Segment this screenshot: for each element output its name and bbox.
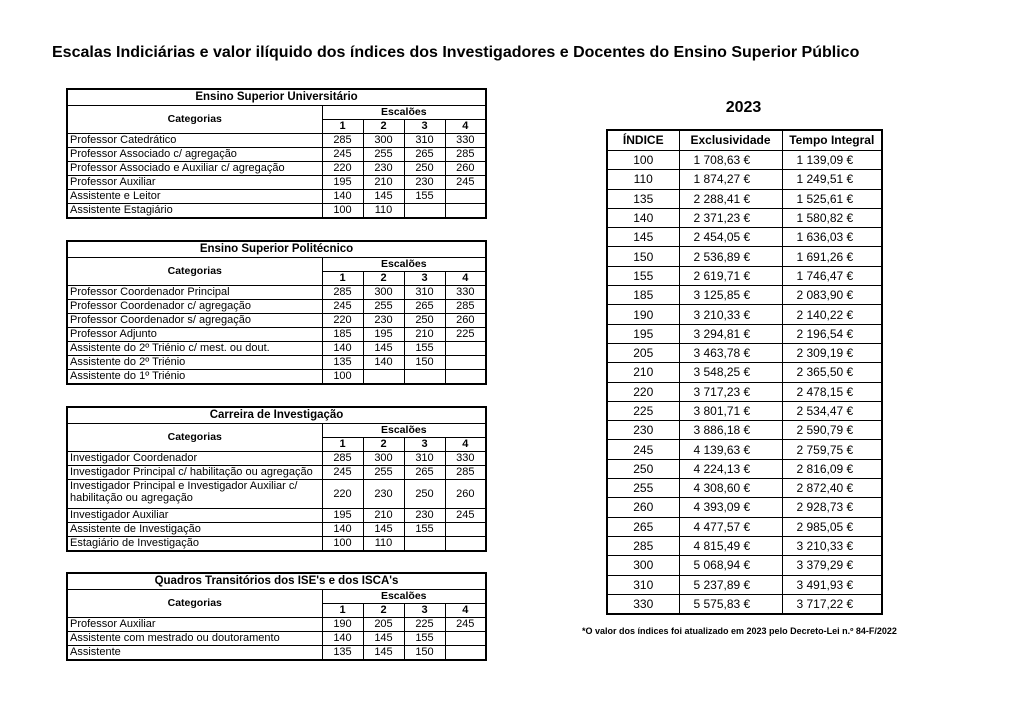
tempo-integral-cell: 3 210,33 € — [782, 536, 882, 555]
index-value-cell: 245 — [445, 618, 486, 632]
index-value-cell: 185 — [322, 328, 363, 342]
indice-cell: 150 — [607, 247, 679, 266]
tempo-integral-cell: 2 534,47 € — [782, 401, 882, 420]
exclusividade-cell: 3 548,25 € — [679, 363, 782, 382]
index-value-cell: 190 — [322, 618, 363, 632]
index-value-cell: 100 — [322, 537, 363, 552]
index-value-cell: 255 — [363, 300, 404, 314]
index-value-cell — [445, 370, 486, 385]
exclusividade-cell: 4 139,63 € — [679, 440, 782, 459]
indice-cell: 110 — [607, 170, 679, 189]
index-value-cell: 220 — [322, 314, 363, 328]
exclusividade-cell: 4 224,13 € — [679, 459, 782, 478]
index-value-cell — [445, 646, 486, 661]
index-value-cell: 150 — [404, 646, 445, 661]
category-name: Assistente Estagiário — [67, 204, 322, 219]
table-row — [607, 305, 882, 324]
index-value-cell: 155 — [404, 190, 445, 204]
index-value-cell — [445, 523, 486, 537]
escaloes-header: Escalões — [322, 424, 486, 438]
category-name: Professor Adjunto — [67, 328, 322, 342]
column-header-indice: ÍNDICE — [607, 130, 679, 151]
index-value-cell: 140 — [322, 190, 363, 204]
indice-cell: 140 — [607, 208, 679, 227]
table-row — [67, 370, 486, 385]
category-table-2 — [66, 406, 487, 552]
escalao-number-header: 4 — [445, 438, 486, 452]
tempo-integral-cell: 1 249,51 € — [782, 170, 882, 189]
tempo-integral-cell: 2 478,15 € — [782, 382, 882, 401]
escalao-number-header: 3 — [404, 120, 445, 134]
exclusividade-cell: 3 801,71 € — [679, 401, 782, 420]
table-row — [67, 134, 486, 148]
index-value-cell — [445, 632, 486, 646]
index-value-cell: 155 — [404, 342, 445, 356]
column-header-exclusividade: Exclusividade — [679, 130, 782, 151]
index-value-cell: 135 — [322, 646, 363, 661]
exclusividade-cell: 4 815,49 € — [679, 536, 782, 555]
exclusividade-cell: 2 619,71 € — [679, 266, 782, 285]
table-row — [67, 176, 486, 190]
section-title: Quadros Transitórios dos ISE's e dos ISCA's — [67, 573, 486, 590]
index-value-cell — [445, 190, 486, 204]
category-name: Assistente do 2º Triénio — [67, 356, 322, 370]
table-row — [607, 479, 882, 498]
index-value-cell: 265 — [404, 148, 445, 162]
escalao-number-header: 2 — [363, 604, 404, 618]
index-value-cell: 205 — [363, 618, 404, 632]
table-row — [607, 363, 882, 382]
tempo-integral-cell: 2 083,90 € — [782, 286, 882, 305]
index-value-cell: 145 — [363, 342, 404, 356]
indice-cell: 100 — [607, 151, 679, 170]
exclusividade-cell: 3 294,81 € — [679, 324, 782, 343]
index-value-cell: 330 — [445, 286, 486, 300]
category-name: Professor Associado e Auxiliar c/ agregação — [67, 162, 322, 176]
index-value-cell: 145 — [363, 646, 404, 661]
indice-cell: 135 — [607, 189, 679, 208]
index-value-cell: 330 — [445, 134, 486, 148]
category-table-3 — [66, 572, 487, 661]
category-name: Professor Auxiliar — [67, 176, 322, 190]
index-value-cell: 310 — [404, 452, 445, 466]
table-row — [607, 170, 882, 189]
table-row — [607, 266, 882, 285]
tempo-integral-cell: 3 717,22 € — [782, 594, 882, 614]
tempo-integral-cell: 2 365,50 € — [782, 363, 882, 382]
index-value-cell: 230 — [404, 509, 445, 523]
index-value-cell: 155 — [404, 632, 445, 646]
table-row — [67, 646, 486, 661]
tempo-integral-cell: 3 379,29 € — [782, 556, 882, 575]
index-value-cell — [445, 537, 486, 552]
table-row — [67, 356, 486, 370]
table-row — [67, 300, 486, 314]
indice-cell: 205 — [607, 343, 679, 362]
index-value-cell: 260 — [445, 314, 486, 328]
table-row — [607, 208, 882, 227]
table-row — [67, 286, 486, 300]
index-value-cell — [445, 342, 486, 356]
index-value-cell: 230 — [363, 314, 404, 328]
exclusividade-cell: 1 874,27 € — [679, 170, 782, 189]
index-value-cell: 135 — [322, 356, 363, 370]
category-name: Investigador Coordenador — [67, 452, 322, 466]
table-row — [67, 314, 486, 328]
category-table-0 — [66, 88, 487, 219]
table-row — [607, 324, 882, 343]
exclusividade-cell: 3 717,23 € — [679, 382, 782, 401]
index-value-cell — [404, 204, 445, 219]
page-title: Escalas Indiciárias e valor ilíquido dos índices dos Investigadores e Docentes do Ensino Superior Público — [52, 44, 860, 61]
exclusividade-cell: 2 288,41 € — [679, 189, 782, 208]
table-row — [607, 459, 882, 478]
index-value-cell: 230 — [363, 162, 404, 176]
exclusividade-cell: 5 575,83 € — [679, 594, 782, 614]
index-value-cell: 195 — [363, 328, 404, 342]
index-value-cell: 255 — [363, 466, 404, 480]
table-row — [67, 632, 486, 646]
indice-cell: 330 — [607, 594, 679, 614]
escaloes-header: Escalões — [322, 590, 486, 604]
tempo-integral-cell: 2 590,79 € — [782, 421, 882, 440]
table-row — [607, 440, 882, 459]
categorias-header: Categorias — [67, 590, 322, 618]
escalao-number-header: 1 — [322, 604, 363, 618]
indice-cell: 245 — [607, 440, 679, 459]
tempo-integral-cell: 2 928,73 € — [782, 498, 882, 517]
category-name: Professor Coordenador s/ agregação — [67, 314, 322, 328]
category-name: Assistente do 2º Triénio c/ mest. ou dout. — [67, 342, 322, 356]
escalao-number-header: 3 — [404, 604, 445, 618]
index-value-cell: 250 — [404, 162, 445, 176]
exclusividade-cell: 4 308,60 € — [679, 479, 782, 498]
tempo-integral-cell: 2 140,22 € — [782, 305, 882, 324]
tempo-integral-cell: 1 691,26 € — [782, 247, 882, 266]
category-name: Investigador Principal e Investigador Auxiliar c/ habilitação ou agregação — [67, 480, 322, 509]
category-name: Professor Coordenador Principal — [67, 286, 322, 300]
tempo-integral-cell: 3 491,93 € — [782, 575, 882, 594]
index-value-cell: 145 — [363, 632, 404, 646]
categorias-header: Categorias — [67, 258, 322, 286]
index-value-cell: 225 — [445, 328, 486, 342]
exclusividade-cell: 4 477,57 € — [679, 517, 782, 536]
exclusividade-cell: 5 068,94 € — [679, 556, 782, 575]
table-row — [607, 575, 882, 594]
index-value-cell: 140 — [322, 342, 363, 356]
index-value-cell: 100 — [322, 370, 363, 385]
table-row — [67, 328, 486, 342]
escalao-number-header: 4 — [445, 272, 486, 286]
index-value-cell — [445, 356, 486, 370]
tempo-integral-cell: 1 580,82 € — [782, 208, 882, 227]
index-value-cell — [404, 370, 445, 385]
indice-cell: 230 — [607, 421, 679, 440]
exclusividade-cell: 5 237,89 € — [679, 575, 782, 594]
exclusividade-cell: 1 708,63 € — [679, 151, 782, 170]
escaloes-header: Escalões — [322, 106, 486, 120]
section-title: Ensino Superior Politécnico — [67, 241, 486, 258]
index-value-cell: 265 — [404, 300, 445, 314]
indice-cell: 185 — [607, 286, 679, 305]
tempo-integral-cell: 2 759,75 € — [782, 440, 882, 459]
escalao-number-header: 1 — [322, 272, 363, 286]
indice-cell: 265 — [607, 517, 679, 536]
index-value-cell: 300 — [363, 286, 404, 300]
category-name: Professor Auxiliar — [67, 618, 322, 632]
escalao-number-header: 1 — [322, 120, 363, 134]
index-value-cell: 110 — [363, 537, 404, 552]
indice-cell: 300 — [607, 556, 679, 575]
table-row — [67, 466, 486, 480]
table-row — [67, 452, 486, 466]
table-row — [67, 618, 486, 632]
indice-cell: 285 — [607, 536, 679, 555]
escalao-number-header: 2 — [363, 438, 404, 452]
table-row — [607, 151, 882, 170]
tempo-integral-cell: 1 636,03 € — [782, 228, 882, 247]
index-value-cell — [363, 370, 404, 385]
index-value-cell: 210 — [363, 509, 404, 523]
index-value-cell: 210 — [404, 328, 445, 342]
index-value-cell — [445, 204, 486, 219]
exclusividade-cell: 3 210,33 € — [679, 305, 782, 324]
tempo-integral-cell: 2 872,40 € — [782, 479, 882, 498]
index-value-cell: 230 — [404, 176, 445, 190]
category-name: Assistente do 1º Triénio — [67, 370, 322, 385]
escalao-number-header: 2 — [363, 120, 404, 134]
index-value-cell: 195 — [322, 176, 363, 190]
category-name: Professor Catedrático — [67, 134, 322, 148]
table-row — [67, 523, 486, 537]
index-value-cell: 255 — [363, 148, 404, 162]
exclusividade-cell: 3 886,18 € — [679, 421, 782, 440]
index-value-cell: 260 — [445, 162, 486, 176]
index-value-cell: 100 — [322, 204, 363, 219]
index-value-cell: 245 — [322, 466, 363, 480]
escalao-number-header: 4 — [445, 120, 486, 134]
categorias-header: Categorias — [67, 424, 322, 452]
index-value-cell: 300 — [363, 134, 404, 148]
indice-cell: 250 — [607, 459, 679, 478]
index-value-cell: 245 — [322, 148, 363, 162]
category-name: Investigador Auxiliar — [67, 509, 322, 523]
table-row — [607, 286, 882, 305]
table-row — [607, 536, 882, 555]
category-name: Professor Coordenador c/ agregação — [67, 300, 322, 314]
category-name: Investigador Principal c/ habilitação ou agregação — [67, 466, 322, 480]
index-value-cell: 285 — [445, 148, 486, 162]
exclusividade-cell: 4 393,09 € — [679, 498, 782, 517]
table-row — [67, 342, 486, 356]
index-value-cell: 140 — [363, 356, 404, 370]
index-value-cell: 250 — [404, 314, 445, 328]
tempo-integral-cell: 2 196,54 € — [782, 324, 882, 343]
categorias-header: Categorias — [67, 106, 322, 134]
category-table-1 — [66, 240, 487, 385]
indice-cell: 220 — [607, 382, 679, 401]
index-value-cell: 330 — [445, 452, 486, 466]
table-row — [607, 421, 882, 440]
escaloes-header: Escalões — [322, 258, 486, 272]
tempo-integral-cell: 1 139,09 € — [782, 151, 882, 170]
category-name: Assistente de Investigação — [67, 523, 322, 537]
table-row — [607, 228, 882, 247]
table-row — [607, 556, 882, 575]
index-value-cell: 145 — [363, 190, 404, 204]
index-value-cell: 285 — [322, 452, 363, 466]
indice-cell: 310 — [607, 575, 679, 594]
index-value-cell: 220 — [322, 480, 363, 509]
category-name: Assistente — [67, 646, 322, 661]
index-value-cell: 285 — [322, 286, 363, 300]
escalao-number-header: 2 — [363, 272, 404, 286]
table-row — [607, 343, 882, 362]
tempo-integral-cell: 2 816,09 € — [782, 459, 882, 478]
category-name: Assistente e Leitor — [67, 190, 322, 204]
indice-cell: 210 — [607, 363, 679, 382]
table-row — [607, 247, 882, 266]
table-row — [67, 190, 486, 204]
index-value-cell: 285 — [445, 300, 486, 314]
exclusividade-cell: 2 454,05 € — [679, 228, 782, 247]
table-row — [607, 401, 882, 420]
exclusividade-cell: 2 536,89 € — [679, 247, 782, 266]
table-row — [607, 382, 882, 401]
index-value-cell: 245 — [445, 176, 486, 190]
escalao-number-header: 3 — [404, 438, 445, 452]
table-row — [67, 148, 486, 162]
escalao-number-header: 1 — [322, 438, 363, 452]
table-row — [67, 537, 486, 552]
exclusividade-cell: 3 125,85 € — [679, 286, 782, 305]
indice-cell: 155 — [607, 266, 679, 285]
index-value-cell: 285 — [322, 134, 363, 148]
table-row — [607, 189, 882, 208]
table-row — [67, 480, 486, 509]
index-value-cell: 310 — [404, 286, 445, 300]
index-value-cell: 140 — [322, 523, 363, 537]
column-header-tempo-integral: Tempo Integral — [782, 130, 882, 151]
tempo-integral-cell: 2 985,05 € — [782, 517, 882, 536]
tempo-integral-cell: 1 525,61 € — [782, 189, 882, 208]
index-value-cell: 145 — [363, 523, 404, 537]
indice-cell: 145 — [607, 228, 679, 247]
index-value-cell: 220 — [322, 162, 363, 176]
index-value-cell: 300 — [363, 452, 404, 466]
table-row — [607, 517, 882, 536]
year-heading: 2023 — [725, 99, 762, 116]
exclusividade-cell: 2 371,23 € — [679, 208, 782, 227]
index-value-cell: 110 — [363, 204, 404, 219]
index-value-cell: 245 — [322, 300, 363, 314]
indice-cell: 190 — [607, 305, 679, 324]
index-value-cell — [404, 537, 445, 552]
index-value-cell: 195 — [322, 509, 363, 523]
indice-cell: 255 — [607, 479, 679, 498]
index-value-cell: 265 — [404, 466, 445, 480]
index-value-cell: 140 — [322, 632, 363, 646]
exclusividade-cell: 3 463,78 € — [679, 343, 782, 362]
indice-cell: 225 — [607, 401, 679, 420]
category-name: Professor Associado c/ agregação — [67, 148, 322, 162]
index-value-cell: 310 — [404, 134, 445, 148]
section-title: Carreira de Investigação — [67, 407, 486, 424]
indice-cell: 260 — [607, 498, 679, 517]
tempo-integral-cell: 1 746,47 € — [782, 266, 882, 285]
index-value-cell: 250 — [404, 480, 445, 509]
category-name: Assistente com mestrado ou doutoramento — [67, 632, 322, 646]
index-value-cell: 150 — [404, 356, 445, 370]
escalao-number-header: 4 — [445, 604, 486, 618]
index-value-cell: 285 — [445, 466, 486, 480]
index-value-cell: 260 — [445, 480, 486, 509]
table-row — [67, 204, 486, 219]
index-value-cell: 245 — [445, 509, 486, 523]
escalao-number-header: 3 — [404, 272, 445, 286]
index-value-cell: 225 — [404, 618, 445, 632]
index-value-table — [606, 129, 883, 615]
index-value-cell: 155 — [404, 523, 445, 537]
indice-cell: 195 — [607, 324, 679, 343]
section-title: Ensino Superior Universitário — [67, 89, 486, 106]
tempo-integral-cell: 2 309,19 € — [782, 343, 882, 362]
index-value-cell: 230 — [363, 480, 404, 509]
index-value-cell: 210 — [363, 176, 404, 190]
category-name: Estagiário de Investigação — [67, 537, 322, 552]
table-row — [607, 594, 882, 614]
table-row — [67, 162, 486, 176]
table-row — [67, 509, 486, 523]
table-row — [607, 498, 882, 517]
index-table-header — [607, 130, 882, 151]
footnote: *O valor dos índices foi atualizado em 2023 pelo Decreto-Lei n.º 84-F/2022 — [582, 626, 897, 636]
